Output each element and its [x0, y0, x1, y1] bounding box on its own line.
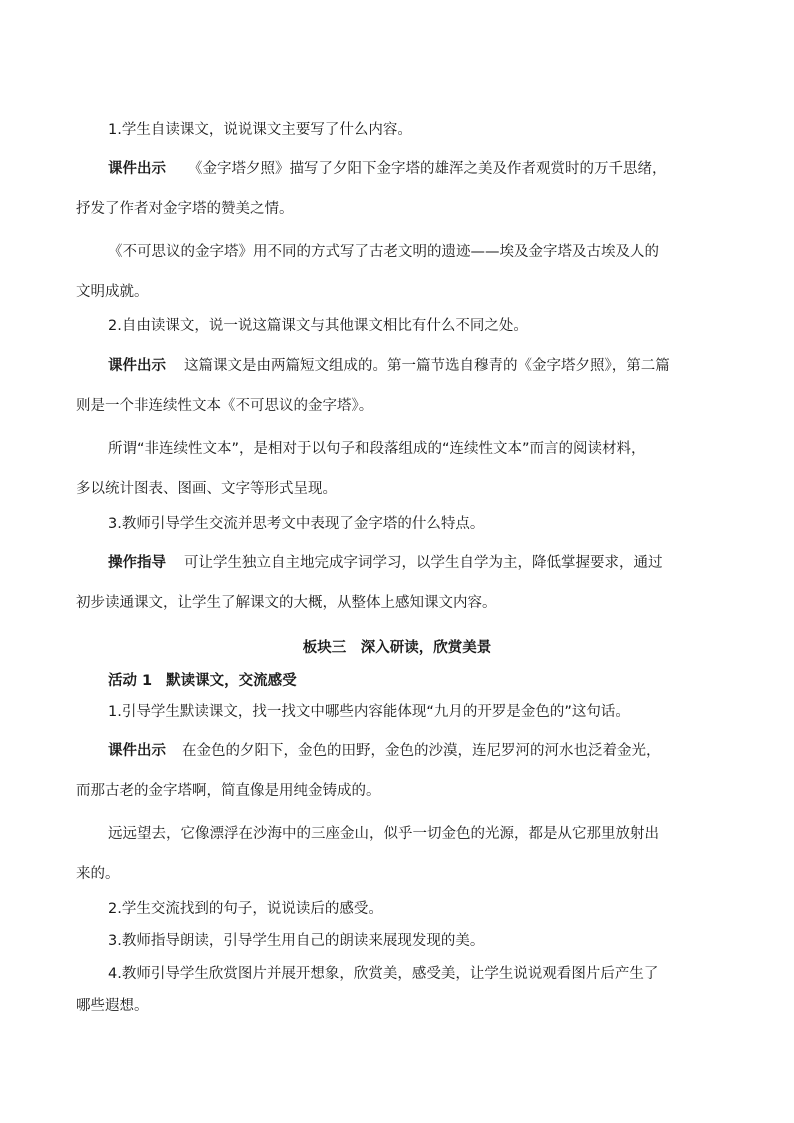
paragraph-line: 《不可思议的金字塔》用不同的方式写了古老文明的遗迹——埃及金字塔及古埃及人的: [108, 244, 659, 260]
paragraph-line: 2.自由读课文，说一说这篇课文与其他课文相比有什么不同之处。: [108, 318, 528, 334]
paragraph-line: 课件出示 在金色的夕阳下，金色的田野，金色的沙漠，连尼罗河的河水也泛着金光，: [108, 743, 661, 759]
paragraph-line: 3.教师引导学生交流并思考文中表现了金字塔的什么特点。: [108, 516, 485, 532]
paragraph-line: 2.学生交流找到的句子，说说读后的感受。: [108, 901, 383, 917]
label-kejian: 课件出示: [108, 743, 166, 759]
paragraph-line: 远远望去，它像漂浮在沙海中的三座金山，似乎一切金色的光源，都是从它那里放射出: [108, 826, 659, 842]
paragraph-line: 初步读通课文，让学生了解课文的大概，从整体上感知课文内容。: [76, 595, 497, 611]
paragraph-line: 抒发了作者对金字塔的赞美之情。: [76, 201, 294, 217]
label-kejian: 课件出示: [108, 161, 166, 177]
paragraph-line: 而那古老的金字塔啊，简直像是用纯金铸成的。: [76, 783, 381, 799]
paragraph-line: 多以统计图表、图画、文字等形式呈现。: [76, 481, 337, 497]
label-kejian: 课件出示: [108, 358, 166, 374]
paragraph-line: 1.引导学生默读课文，找一找文中哪些内容能体现“九月的开罗是金色的”这句话。: [108, 704, 630, 720]
paragraph-line: 1.学生自读课文，说说课文主要写了什么内容。: [108, 122, 412, 138]
activity-heading: 活动 1 默读课文，交流感受: [108, 673, 297, 689]
paragraph-line: 所谓“非连续性文本”，是相对于以句子和段落组成的“连续性文本”而言的阅读材料，: [108, 441, 646, 457]
paragraph-line: 来的。: [76, 866, 120, 882]
section-heading: 板块三 深入研读，欣赏美景: [302, 640, 492, 656]
paragraph-line: 哪些遐想。: [76, 998, 149, 1014]
paragraph-line: 文明成就。: [76, 284, 149, 300]
paragraph-line: 3.教师指导朗读，引导学生用自己的朗读来展现发现的美。: [108, 933, 485, 949]
paragraph-line: 课件出示 这篇课文是由两篇短文组成的。第一篇节选自穆青的《金字塔夕照》，第二篇: [108, 358, 670, 374]
label-activity: 活动 1: [108, 673, 153, 689]
paragraph-line: 则是一个非连续性文本《不可思议的金字塔》。: [76, 398, 374, 414]
label-caozuo: 操作指导: [108, 555, 166, 571]
paragraph-line: 课件出示 《金字塔夕照》描写了夕阳下金字塔的雄浑之美及作者观赏时的万千思绪，: [108, 161, 667, 177]
paragraph-line: 4.教师引导学生欣赏图片并展开想象，欣赏美，感受美，让学生说说观看图片后产生了: [108, 966, 659, 982]
paragraph-line: 操作指导 可让学生独立自主地完成字词学习，以学生自学为主，降低掌握要求，通过: [108, 555, 663, 571]
